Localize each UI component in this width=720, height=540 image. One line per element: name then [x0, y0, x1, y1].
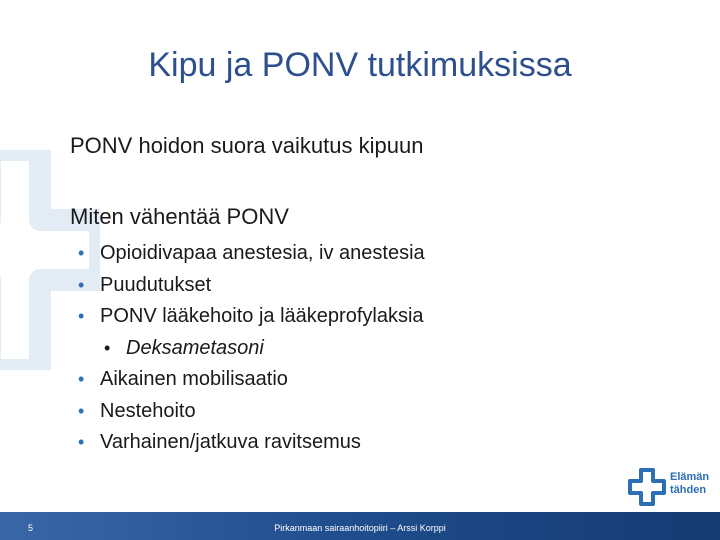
point-reduce-ponv: Miten vähentää PONV: [70, 204, 289, 229]
slide-title: Kipu ja PONV tutkimuksissa: [148, 46, 572, 84]
logo-line1: Elämän: [670, 471, 710, 483]
logo-line2: tähden: [670, 484, 707, 496]
bullet-item: • Aikainen mobilisaatio: [78, 364, 425, 396]
sub-bullet-item: • Deksametasoni: [78, 333, 425, 365]
bullet-list: [78, 238, 425, 459]
bullet-item: • Opioidivapaa anestesia, iv anestesia: [78, 238, 425, 270]
bullet-item: • Varhainen/jatkuva ravitsemus: [78, 427, 425, 459]
footer-text: Pirkanmaan sairaanhoitopiiri – Arssi Korppi: [274, 523, 446, 533]
logo-text: [670, 471, 709, 497]
point-ponv-treatment: PONV hoidon suora vaikutus kipuun: [70, 133, 424, 158]
bullet-item: • Nestehoito: [78, 396, 425, 428]
bullet-item: • Puudutukset: [78, 270, 425, 302]
page-number: 5: [28, 523, 34, 533]
bullet-item: • PONV lääkehoito ja lääkeprofylaksia: [78, 301, 425, 333]
